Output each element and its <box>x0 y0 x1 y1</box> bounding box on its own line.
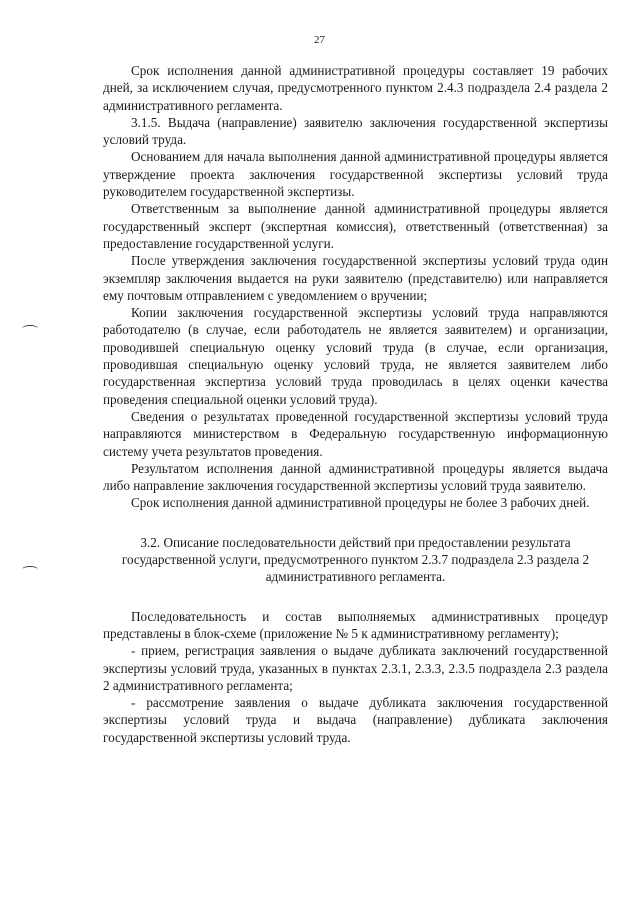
paragraph: После утверждения заключения государственной экспертизы условий труда один экземпляр заключения выдается на руки заявителю (представителю) или направляется ему почтовым отправлением с уведомлением о вручении; <box>103 253 608 303</box>
paragraph: Срок исполнения данной административной процедуры составляет 19 рабочих дней, за исключением случая, предусмотренного пунктом 2.4.3 подраздела 2.4 раздела 2 административного регламента. <box>103 63 608 113</box>
paragraph: Результатом исполнения данной административной процедуры является выдача либо направление заключения государственной экспертизы условий труда заявителю. <box>103 460 608 494</box>
paragraph: Срок исполнения данной административной процедуры не более 3 рабочих дней. <box>131 495 590 511</box>
margin-mark-top <box>22 325 38 332</box>
paragraph: Последовательность и состав выполняемых административных процедур представлены в блок-схеме (приложение № 5 к административному регламенту); <box>103 608 608 641</box>
list-item: - рассмотрение заявления о выдаче дубликата заключения государственной экспертизы условий труда и выдача (направление) дубликата заключения государственной экспертизы условий труда. <box>103 695 608 745</box>
paragraph: Ответственным за выполнение данной административной процедуры является государственный эксперт (экспертная комиссия), ответственный (ответственная) за предоставление государственной услуги. <box>103 201 608 251</box>
document-body <box>103 62 608 746</box>
margin-mark-bottom <box>22 566 38 573</box>
paragraph: Основанием для начала выполнения данной административной процедуры является утверждение проекта заключения государственной экспертизы условий труда руководителем государственной экспертизы. <box>103 149 608 200</box>
section-heading: 3.2. Описание последовательности действий при предоставлении результата государственной услуги, предусмотренного пунктом 2.3.7 подраздела 2.3 раздела 2 административного регламента. <box>121 534 590 585</box>
page-number: 27 <box>314 34 325 46</box>
paragraph: 3.1.5. Выдача (направление) заявителю заключения государственной экспертизы условий труда. <box>103 114 608 148</box>
paragraph: Копии заключения государственной экспертизы условий труда направляются работодателю (в случае, если работодатель не является заявителем) и организации, проводившей специальную оценку условий труда (в случае, если организация, проводившая специальную оценку условий труда, не является заявителем либо государственная экспертиза условий труда проводилась в целях оценки качества проведения специальной оценки условий труда). <box>103 305 608 407</box>
list-item: - прием, регистрация заявления о выдаче дубликата заключений государственной экспертизы условий труда, указанных в пунктах 2.3.1, 2.3.3, 2.3.5 подраздела 2.3 раздела 2 административного регламента; <box>103 643 608 693</box>
paragraph: Сведения о результатах проведенной государственной экспертизы условий труда направляются министерством в Федеральную государственную информационную систему учета результатов проведения. <box>103 408 608 459</box>
spacer <box>103 512 608 534</box>
spacer <box>103 586 608 608</box>
